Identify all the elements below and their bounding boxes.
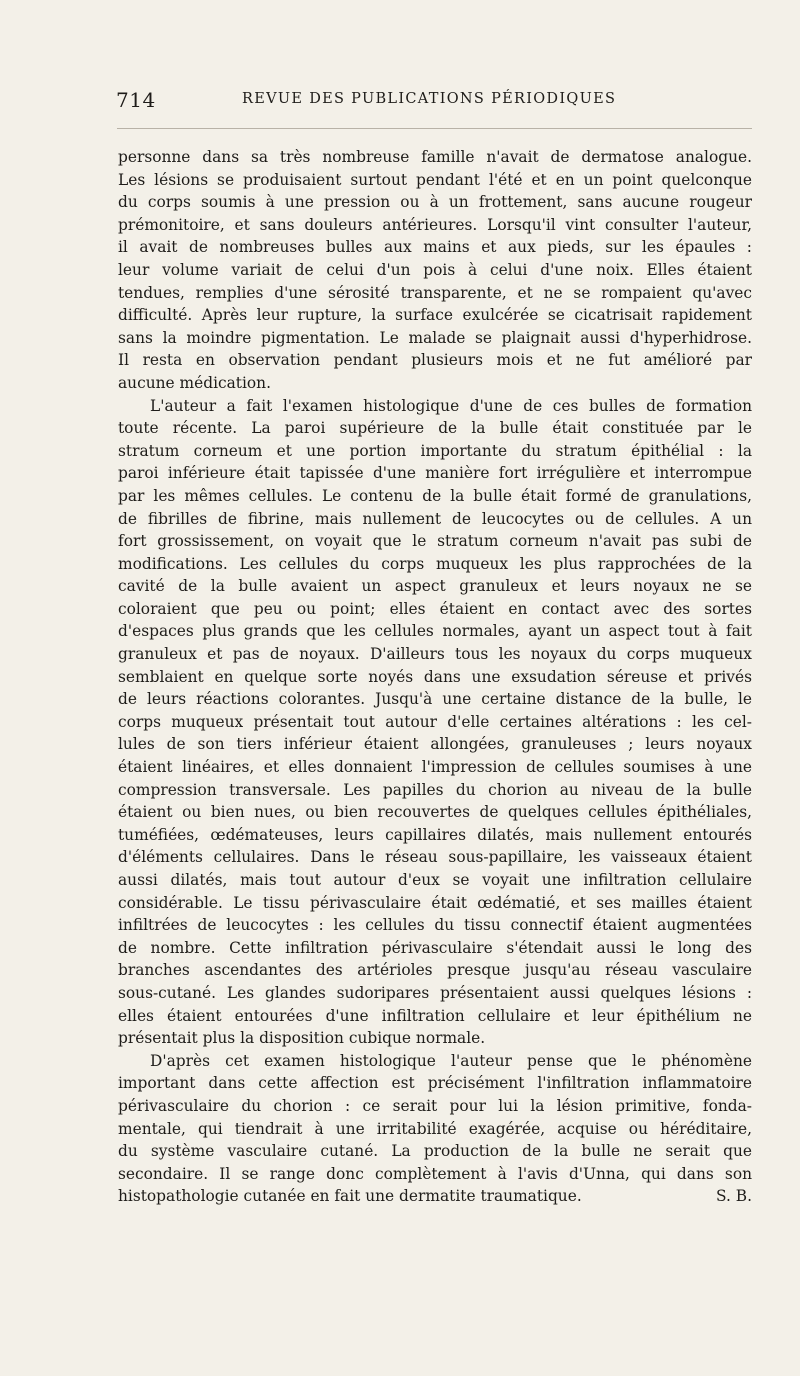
text-line: périvasculaire du chorion : ce serait pour lui la lésion primitive, fonda- (118, 1096, 752, 1115)
text-line: secondaire. Il se range donc complètement à l'avis d'Unna, qui dans son (118, 1164, 752, 1183)
text-line: par les mêmes cellules. Le contenu de la bulle était formé de granulations, (118, 486, 752, 505)
text-line: aucune médication. (118, 373, 271, 392)
text-line: modifications. Les cellules du corps muqueux les plus rapprochées de la (118, 554, 752, 573)
running-title: REVUE DES PUBLICATIONS PÉRIODIQUES (242, 91, 617, 107)
text-line: branches ascendantes des artérioles presque jusqu'au réseau vasculaire (118, 961, 752, 980)
text-line: compression transversale. Les papilles du chorion au niveau de la bulle (118, 780, 752, 799)
text-line: du corps soumis à une pression ou à un frottement, sans aucune rougeur (118, 193, 752, 212)
text-line: important dans cette affection est précisément l'infiltration inflammatoire (118, 1074, 752, 1093)
text-line: sans la moindre pigmentation. Le malade se plaignait aussi d'hyperhidrose. (118, 328, 752, 347)
text-line: infiltrées de leucocytes : les cellules du tissu connectif étaient augmentées (118, 916, 752, 935)
text-line: de fibrilles de fibrine, mais nullement de leucocytes ou de cellules. A un (118, 509, 752, 528)
text-line: semblaient en quelque sorte noyés dans une exsudation séreuse et privés (118, 667, 752, 686)
text-line: Il resta en observation pendant plusieurs mois et ne fut amélioré par (118, 351, 752, 370)
text-line: étaient linéaires, et elles donnaient l'impression de cellules soumises à une (118, 758, 752, 777)
text-line: coloraient que peu ou point; elles étaient en contact avec des sortes (118, 599, 752, 618)
final-line (118, 1185, 752, 1208)
text-line: tendues, remplies d'une sérosité transparente, et ne se rompaient qu'avec (118, 283, 752, 302)
text-line: aussi dilatés, mais tout autour d'eux se voyait une infiltration cellulaire (118, 871, 752, 889)
header-rule (117, 128, 752, 129)
text-line: de leurs réactions colorantes. Jusqu'à une certaine distance de la bulle, le (118, 690, 752, 709)
paragraph-start-line: D'après cet examen histologique l'auteur pense que le phénomène (150, 1051, 752, 1070)
text-line: du système vasculaire cutané. La production de la bulle ne serait que (118, 1142, 752, 1161)
text-line: considérable. Le tissu périvasculaire était œdématié, et ses mailles étaient (118, 893, 752, 912)
text-line: stratum corneum et une portion importante du stratum épithélial : la (118, 441, 752, 460)
text-line: corps muqueux présentait tout autour d'elle certaines altérations : les cel- (118, 712, 752, 731)
text-line: il avait de nombreuses bulles aux mains et aux pieds, sur les épaules : (118, 238, 752, 257)
text-line: étaient ou bien nues, ou bien recouvertes de quelques cellules épithéliales, (118, 803, 752, 822)
author-signature: S. B. (716, 1187, 752, 1206)
paragraph-start-line: L'auteur a fait l'examen histologique d'une de ces bulles de formation (150, 396, 752, 415)
body-text (118, 146, 752, 1208)
text-line: tuméfiées, œdémateuses, leurs capillaires dilatés, mais nullement entourés (118, 825, 752, 844)
text-line: Les lésions se produisaient surtout pendant l'été et en un point quelconque (118, 170, 752, 189)
text-line: d'espaces plus grands que les cellules normales, ayant un aspect tout à fait (118, 622, 752, 641)
text-line: toute récente. La paroi supérieure de la bulle était constituée par le (118, 419, 752, 438)
text-line: personne dans sa très nombreuse famille n'avait de dermatose analogue. (118, 148, 752, 166)
text-line: elles étaient entourées d'une infiltration cellulaire et leur épithélium ne (118, 1006, 752, 1025)
text-line: mentale, qui tiendrait à une irritabilité exagérée, acquise ou héréditaire, (118, 1119, 752, 1138)
text-line: paroi inférieure était tapissée d'une manière fort irrégulière et interrompue (118, 464, 752, 483)
text-line: d'éléments cellulaires. Dans le réseau sous-papillaire, les vaisseaux étaient (118, 848, 752, 867)
page-number: 714 (116, 88, 156, 112)
text-line: de nombre. Cette infiltration périvasculaire s'étendait aussi le long des (118, 938, 752, 957)
text-line: présentait plus la disposition cubique normale. (118, 1029, 486, 1048)
final-line-text: histopathologie cutanée en fait une dermatite traumatique. (118, 1187, 582, 1206)
text-line: cavité de la bulle avaient un aspect granuleux et leurs noyaux ne se (118, 577, 752, 596)
text-line: leur volume variait de celui d'un pois à celui d'une noix. Elles étaient (118, 260, 752, 279)
text-line: granuleux et pas de noyaux. D'ailleurs tous les noyaux du corps muqueux (118, 645, 752, 664)
text-line: sous-cutané. Les glandes sudoripares présentaient aussi quelques lésions : (118, 983, 752, 1002)
text-line: lules de son tiers inférieur étaient allongées, granuleuses ; leurs noyaux (118, 735, 752, 754)
text-line: difficulté. Après leur rupture, la surface exulcérée se cicatrisait rapidement (118, 306, 752, 325)
page-header (116, 88, 753, 114)
text-line: fort grossissement, on voyait que le stratum corneum n'avait pas subi de (118, 532, 752, 551)
text-line: prémonitoire, et sans douleurs antérieures. Lorsqu'il vint consulter l'auteur, (118, 215, 752, 234)
